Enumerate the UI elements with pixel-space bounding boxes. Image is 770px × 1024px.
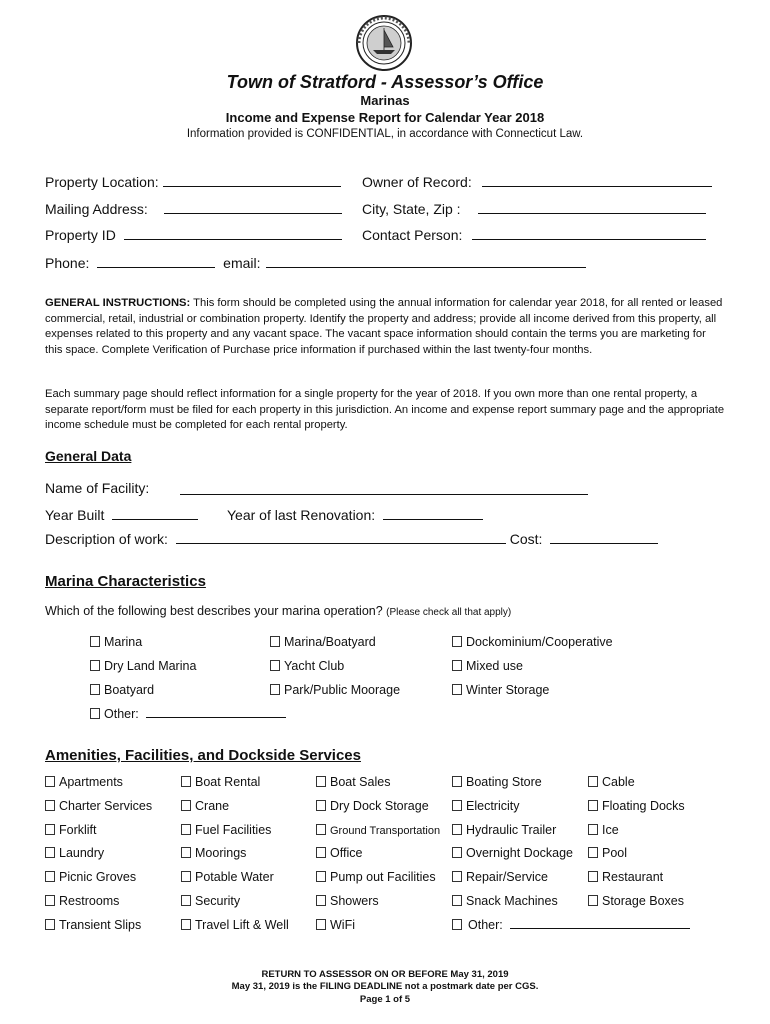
checkbox-amenity[interactable]: [45, 894, 119, 908]
marina-question-note: (Please check all that apply): [386, 607, 512, 618]
checkbox-amenity[interactable]: [45, 870, 136, 884]
amenity-label: Fuel Facilities: [195, 822, 272, 837]
page-subtitle: Marinas: [360, 93, 410, 108]
cost-field[interactable]: [550, 530, 658, 544]
summary-instructions: Each summary page should reflect information for a single property for the year of 2018. If you own more than one rental property, a separate report/form must be filed for each property in this jurisdiction. An income and expense report summary page and the appropriate income schedule must be completed for each rental property.: [45, 388, 725, 431]
checkbox-icon[interactable]: [452, 800, 462, 811]
amenity-label: Security: [195, 894, 241, 908]
checkbox-dry-land-marina[interactable]: Dry Land Marina: [90, 659, 196, 673]
checkbox-boatyard[interactable]: Boatyard: [90, 683, 154, 697]
checkbox-icon[interactable]: [270, 636, 280, 647]
checkbox-amenity[interactable]: [181, 846, 246, 860]
checkbox-icon[interactable]: [452, 776, 462, 787]
mailing-address-row: [45, 200, 342, 217]
checkbox-amenity[interactable]: [588, 870, 663, 884]
checkbox-icon[interactable]: [316, 800, 326, 811]
property-location-label: Property Location:: [45, 174, 159, 190]
checkbox-icon[interactable]: [316, 847, 326, 858]
marina-characteristics-heading: Marina Characteristics: [45, 573, 206, 590]
checkbox-icon[interactable]: [181, 800, 191, 811]
checkbox-amenity[interactable]: [181, 799, 229, 813]
mailing-address-field[interactable]: [164, 200, 342, 214]
checkbox-amenity[interactable]: [588, 823, 619, 837]
general-instructions: [45, 296, 725, 358]
checkbox-icon[interactable]: [452, 919, 462, 930]
year-built-field[interactable]: [112, 506, 198, 520]
checkbox-icon[interactable]: [452, 684, 462, 695]
checkbox-amenity[interactable]: [316, 823, 440, 837]
city-state-zip-field[interactable]: [478, 200, 706, 214]
amenity-label: Floating Docks: [602, 798, 685, 813]
checkbox-icon[interactable]: [90, 636, 100, 647]
checkbox-icon[interactable]: [45, 895, 55, 906]
marina-question-text: Which of the following best describes your marina operation?: [45, 604, 383, 618]
name-of-facility-field[interactable]: [180, 481, 588, 495]
phone-field[interactable]: [97, 254, 215, 268]
checkbox-mixed-use[interactable]: Mixed use: [452, 659, 523, 673]
checkbox-icon[interactable]: [316, 871, 326, 882]
amenities-other-field[interactable]: [510, 917, 690, 929]
deadline-notice: May 31, 2019 is the FILING DEADLINE not a postmark date per CGS.: [231, 981, 539, 992]
cost-label: Cost:: [509, 531, 543, 547]
amenity-label: Charter Services: [59, 798, 153, 813]
city-state-zip-row: [362, 200, 706, 217]
phone-label: Phone:: [45, 255, 90, 271]
checkbox-icon[interactable]: [270, 684, 280, 695]
checkbox-icon[interactable]: [588, 847, 598, 858]
checkbox-icon[interactable]: [181, 776, 191, 787]
contact-person-label: Contact Person:: [362, 227, 463, 243]
checkbox-amenity[interactable]: [45, 775, 123, 789]
checkbox-icon[interactable]: [181, 871, 191, 882]
amenity-label: Ice: [602, 822, 619, 837]
year-last-renovation-field[interactable]: [383, 506, 483, 520]
checkbox-amenity[interactable]: [452, 846, 573, 860]
checkbox-icon[interactable]: [181, 895, 191, 906]
property-id-row: [45, 226, 342, 243]
checkbox-amenity[interactable]: [45, 846, 104, 860]
town-seal-icon: [355, 14, 413, 72]
checkbox-amenity[interactable]: [588, 775, 635, 789]
amenity-label: Apartments: [59, 775, 123, 789]
checkbox-icon[interactable]: [45, 824, 55, 835]
checkbox-icon[interactable]: [270, 660, 280, 671]
checkbox-amenity[interactable]: [181, 918, 289, 932]
checkbox-amenity[interactable]: [452, 775, 542, 789]
general-data-heading: General Data: [45, 448, 132, 464]
page-title: Town of Stratford - Assessor’s Office: [226, 72, 544, 92]
checkbox-amenity[interactable]: [588, 799, 685, 813]
checkbox-icon[interactable]: [45, 871, 55, 882]
amenity-label: Forklift: [59, 822, 97, 837]
checkbox-icon[interactable]: [452, 871, 462, 882]
amenity-label: Pump out Facilities: [330, 870, 436, 885]
checkbox-icon[interactable]: [588, 895, 598, 906]
checkbox-amenity[interactable]: [45, 918, 141, 932]
checkbox-icon[interactable]: [452, 895, 462, 906]
checkbox-icon[interactable]: [181, 919, 191, 930]
checkbox-amenity[interactable]: [316, 894, 379, 908]
property-id-label: Property ID: [45, 227, 116, 243]
amenity-label: Ground Transportation: [330, 824, 441, 837]
checkbox-icon[interactable]: [588, 776, 598, 787]
checkbox-amenity[interactable]: [45, 823, 97, 837]
email-label: email:: [223, 255, 261, 271]
instructions-text: This form should be completed using the annual information for calendar year 2018, for all rented or leased commercial, retail, industrial or combination property. Identify the property and address; provide all income derived from this property, all expenses related to this property and any vacant space. The vacant space information should contain the terms you are marketing for this space. Complete Verification of Purchase price information if purchased within the last twenty-four months.: [45, 297, 723, 356]
checkbox-icon[interactable]: [316, 824, 326, 835]
checkbox-icon[interactable]: [181, 847, 191, 858]
email-field[interactable]: [266, 254, 586, 268]
checkbox-icon[interactable]: [452, 636, 462, 647]
description-of-work-label: Description of work:: [45, 531, 168, 547]
amenity-label: Crane: [195, 798, 230, 813]
checkbox-amenity[interactable]: [316, 799, 429, 813]
checkbox-amenity[interactable]: [45, 799, 152, 813]
owner-of-record-row: [362, 173, 712, 190]
amenity-label: Boating Store: [466, 775, 542, 789]
amenity-label: Overnight Dockage: [466, 846, 574, 861]
checkbox-icon[interactable]: [90, 684, 100, 695]
amenity-label: Moorings: [195, 846, 247, 861]
checkbox-icon[interactable]: [45, 776, 55, 787]
year-last-renovation-label: Year of last Renovation:: [227, 507, 376, 523]
amenity-label: Restrooms: [59, 894, 120, 908]
renovation-row: [227, 506, 483, 523]
amenities-heading: Amenities, Facilities, and Dockside Services: [45, 747, 361, 764]
amenity-label: Picnic Groves: [59, 870, 137, 885]
checkbox-amenity[interactable]: [181, 870, 274, 884]
year-built-label: Year Built: [45, 507, 105, 523]
checkbox-icon[interactable]: [452, 660, 462, 671]
checkbox-amenity[interactable]: [452, 799, 519, 813]
amenity-label: Boat Rental: [195, 775, 261, 789]
checkbox-amenity[interactable]: [316, 846, 362, 860]
amenity-label: Hydraulic Trailer: [466, 822, 557, 837]
amenity-label: Showers: [330, 894, 379, 908]
checkbox-winter-storage[interactable]: Winter Storage: [452, 683, 549, 697]
amenity-label: Laundry: [59, 846, 105, 861]
amenity-label: Pool: [602, 846, 628, 861]
contact-person-field[interactable]: [472, 226, 706, 240]
amenity-label: Boat Sales: [330, 775, 391, 789]
confidential-note: Information provided is CONFIDENTIAL, in accordance with Connecticut Law.: [186, 128, 584, 140]
report-title: Income and Expense Report for Calendar Year 2018: [225, 110, 545, 125]
instructions-heading: GENERAL INSTRUCTIONS:: [45, 297, 191, 309]
contact-person-row: [362, 226, 706, 243]
checkbox-amenity[interactable]: [316, 918, 355, 932]
amenity-label: Cable: [602, 775, 635, 789]
name-of-facility-label: Name of Facility:: [45, 480, 150, 496]
checkbox-icon[interactable]: [45, 800, 55, 811]
owner-of-record-field[interactable]: [482, 173, 712, 187]
owner-of-record-label: Owner of Record:: [362, 174, 472, 190]
checkbox-icon[interactable]: [181, 824, 191, 835]
checkbox-icon[interactable]: [316, 895, 326, 906]
checkbox-amenity[interactable]: [181, 894, 240, 908]
amenity-label: Office: [330, 846, 363, 861]
phone-email-row: [45, 254, 586, 271]
checkbox-icon[interactable]: [316, 776, 326, 787]
checkbox-marina[interactable]: Marina: [90, 635, 142, 649]
checkbox-amenity[interactable]: [181, 823, 271, 837]
property-id-field[interactable]: [124, 226, 342, 240]
amenity-label: Restaurant: [602, 870, 664, 885]
checkbox-icon[interactable]: [452, 824, 462, 835]
city-state-zip-label: City, State, Zip :: [362, 201, 461, 217]
checkbox-marina-boatyard[interactable]: Marina/Boatyard: [270, 635, 376, 649]
property-location-row: [45, 173, 341, 190]
checkbox-icon[interactable]: [588, 800, 598, 811]
amenity-label: Travel Lift & Well: [195, 917, 289, 932]
year-built-row: [45, 506, 198, 523]
amenity-label: Dry Dock Storage: [330, 798, 429, 813]
checkbox-amenities-other[interactable]: Other:: [452, 917, 690, 932]
amenity-label: Potable Water: [195, 870, 274, 885]
checkbox-amenity[interactable]: [452, 894, 558, 908]
amenity-label: Transient Slips: [59, 917, 142, 932]
checkbox-icon[interactable]: [588, 871, 598, 882]
return-notice: RETURN TO ASSESSOR ON OR BEFORE May 31, 2019: [261, 969, 509, 980]
amenity-label: Storage Boxes: [602, 894, 684, 908]
marina-other-field[interactable]: [146, 706, 286, 718]
amenity-label: Electricity: [466, 798, 520, 813]
checkbox-marina-other[interactable]: Other:: [90, 706, 286, 721]
checkbox-yacht-club[interactable]: Yacht Club: [270, 659, 344, 673]
description-of-work-field[interactable]: [176, 530, 506, 544]
checkbox-amenity[interactable]: [316, 775, 390, 789]
amenity-label: Repair/Service: [466, 870, 548, 885]
checkbox-amenity[interactable]: [588, 894, 684, 908]
checkbox-amenity[interactable]: [588, 846, 627, 860]
page-number: Page 1 of 5: [359, 994, 411, 1005]
checkbox-icon[interactable]: [90, 708, 100, 719]
marina-question: [45, 604, 511, 618]
checkbox-amenity[interactable]: [452, 823, 556, 837]
checkbox-icon[interactable]: [45, 919, 55, 930]
checkbox-amenity[interactable]: [181, 775, 260, 789]
checkbox-icon[interactable]: [316, 919, 326, 930]
amenity-label: WiFi: [330, 917, 355, 932]
checkbox-dockominium[interactable]: Dockominium/Cooperative: [452, 635, 613, 649]
checkbox-icon[interactable]: [588, 824, 598, 835]
property-location-field[interactable]: [163, 173, 341, 187]
mailing-address-label: Mailing Address:: [45, 201, 148, 217]
checkbox-amenity[interactable]: [316, 870, 436, 884]
checkbox-icon[interactable]: [45, 847, 55, 858]
amenity-label: Snack Machines: [466, 894, 558, 908]
checkbox-park-public-moorage[interactable]: Park/Public Moorage: [270, 683, 400, 697]
checkbox-icon[interactable]: [452, 847, 462, 858]
checkbox-amenity[interactable]: [452, 870, 548, 884]
description-row: [45, 530, 658, 547]
checkbox-icon[interactable]: [90, 660, 100, 671]
